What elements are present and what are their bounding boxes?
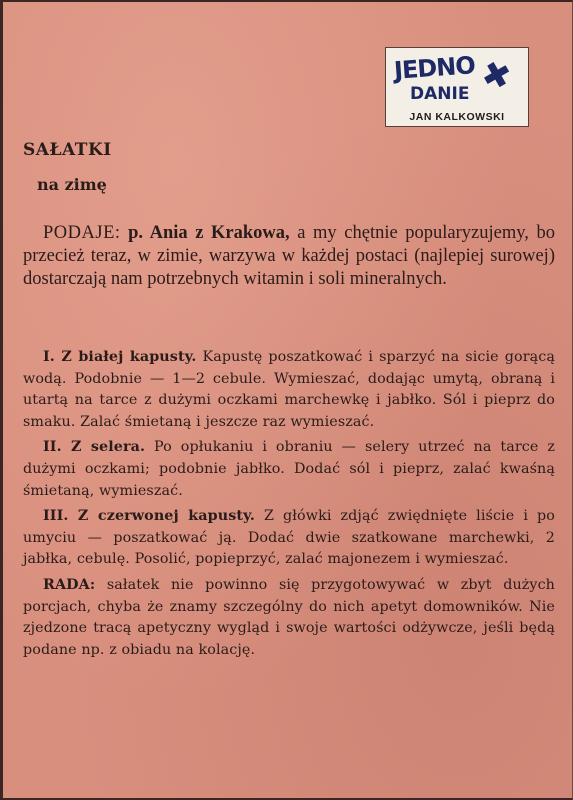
recipe-body [23, 347, 555, 665]
intro-text: a my chętnie popularyzujemy, bo przecież teraz, w zimie, warzywa w każdej postaci (najlepiej surowej) dostarczają nam potrzebnych witamin i soli mineralnych. [23, 223, 556, 289]
fork-knife-icon: ✖ [477, 52, 516, 100]
paragraph-heading: II. Z selera. [43, 439, 146, 456]
paragraph-text: sałatek nie powinno się przygotowywać w zbyt dużych porcjach, chyba że znamy szczególny do nich apetyt domowników. Nie zjedzone tracą apetyczny wygląd i swoje wartości odżywcze, jeśli będą podane np. z obiadu na kolację. [23, 576, 555, 658]
intro-lead: PODAJE: [43, 223, 121, 243]
logo-line1: JEDNO [393, 51, 476, 85]
recipe-paragraph [23, 437, 555, 502]
intro-author: p. Ania z Krakowa, [128, 223, 290, 243]
article-subtitle: na zimę [37, 175, 107, 194]
paragraph-text: Kapustę poszatkować i sparzyć na sicie gorącą wodą. Podobnie — 1—2 cebule. Wymieszać, dodając umytą, obraną i utartą na tarce z dużymi oczkami marchewkę i jabłko. Sól i pieprz do smaku. Zalać śmietaną i jeszcze raz wymieszać. [23, 349, 555, 430]
paragraph-text: Po opłukaniu i obraniu — selery utrzeć na tarce z dużymi oczkami; podobnie jabłko. Dodać sól i pieprz, zalać kwaśną śmietaną, wymieszać. [23, 439, 555, 499]
logo-line2: DANIE [410, 84, 470, 104]
article-title: SAŁATKI [23, 140, 112, 160]
column-logo [385, 47, 529, 127]
recipe-paragraph [23, 347, 555, 433]
paragraph-heading: III. Z czerwonej kapusty. [43, 508, 255, 525]
paragraph-text: Z główki zdjąć zwiędnięte liście i po umyciu — poszatkować ją. Dodać dwie szatkowane marchewki, 2 jabłka, cebulę. Posolić, popieprzyć, zalać majonezem i wymieszać. [23, 508, 555, 568]
recipe-paragraph [23, 506, 555, 571]
advice-paragraph [23, 575, 555, 661]
intro-paragraph [23, 222, 555, 291]
logo-author: JAN KALKOWSKI [409, 111, 505, 123]
paragraph-heading: RADA: [43, 576, 96, 593]
paragraph-heading: I. Z białej kapusty. [43, 349, 197, 365]
